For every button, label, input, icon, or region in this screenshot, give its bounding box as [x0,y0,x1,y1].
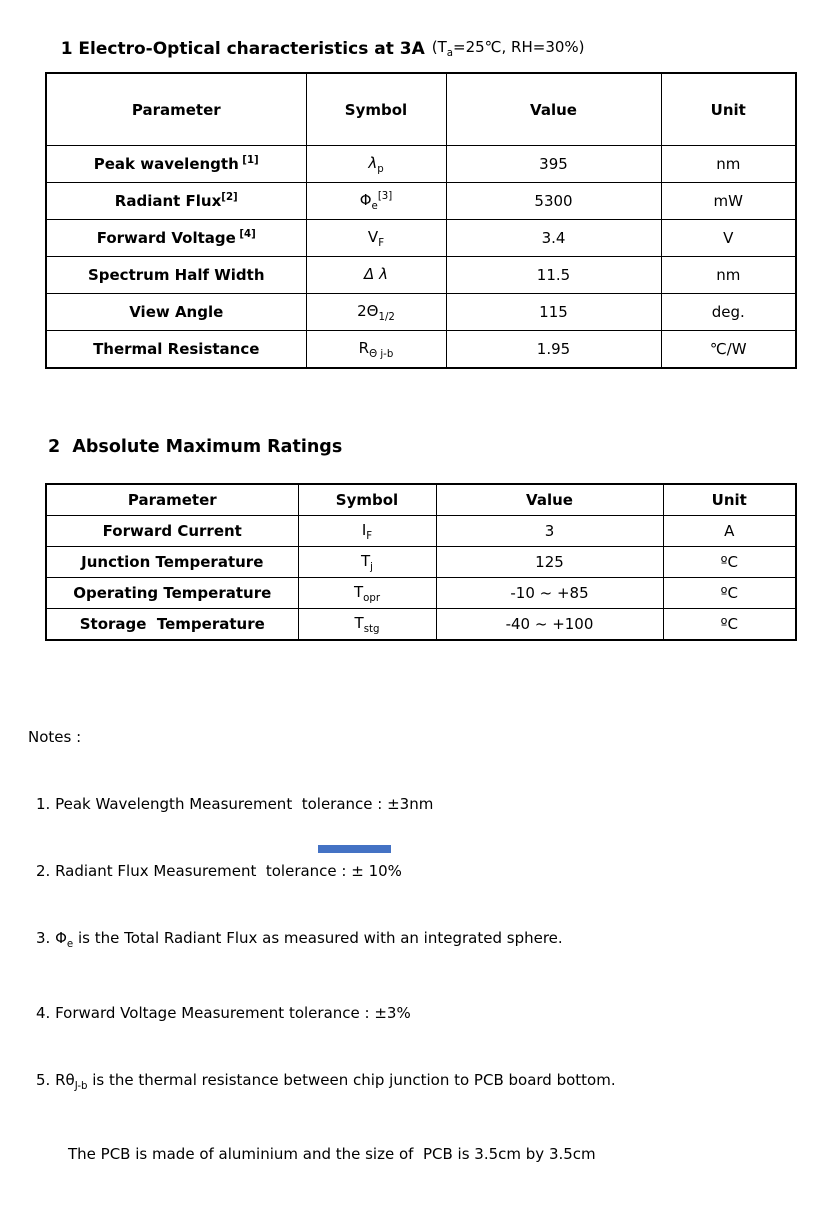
unit-cell: ºC [663,547,796,578]
value-cell: 3.4 [446,220,661,257]
electro-optical-table [45,72,797,369]
value-cell: 11.5 [446,257,661,294]
symbol-subscript: j [370,561,373,573]
note-item-5-continuation: The PCB is made of aluminium and the size of PCB is 3.5cm by 3.5cm [68,1145,596,1164]
condition-subscript: a [446,48,454,59]
value-cell: -10 ~ +85 [436,578,663,609]
table-row [46,257,796,294]
symbol-cell [306,146,446,183]
note3-subscript: e [66,939,74,951]
symbol-base: Δ λ [364,264,388,283]
table-header-row [46,484,796,516]
symbol-base: λ [368,153,378,172]
value-cell: 3 [436,516,663,547]
symbol-cell [298,578,436,609]
column-header-value: Value [446,73,661,146]
table-row [46,516,796,547]
symbol-cell [306,183,446,220]
note5-pre: 5. Rθ [36,1070,75,1089]
param-cell: Forward Current [46,516,298,547]
table-row [46,547,796,578]
symbol-cell [306,257,446,294]
unit-cell: V [661,220,796,257]
symbol-base: T [360,551,371,570]
symbol-cell [306,294,446,331]
table-row [46,609,796,641]
value-cell: 395 [446,146,661,183]
absolute-maximum-ratings-table [45,483,797,641]
note-item-5 [28,1069,616,1098]
symbol-superscript: [3] [377,190,393,202]
symbol-cell [298,547,436,578]
table-row [46,146,796,183]
symbol-cell [298,516,436,547]
param-cell [46,294,306,331]
param-label: Radiant Flux [114,192,222,210]
notes-label: Notes : [28,727,82,746]
symbol-base: R [358,338,370,357]
note5-rest: is the thermal resistance between chip junction to PCB board bottom. [87,1070,616,1089]
unit-cell: ℃/W [661,331,796,369]
param-label: Thermal Resistance [93,340,260,358]
symbol-subscript: p [377,163,384,175]
symbol-subscript: e [371,200,378,212]
condition-rest: =25℃, RH=30%) [453,38,585,56]
symbol-cell [306,331,446,369]
param-cell: Junction Temperature [46,547,298,578]
param-footnote-ref: [4] [235,229,256,240]
notes-section [28,681,616,1210]
note-item-3 [28,927,616,956]
symbol-subscript: Θ j-b [369,348,394,360]
section1-heading [37,18,585,79]
section1-title: 1 Electro-Optical characteristics at 3A [60,39,425,59]
value-cell: -40 ~ +100 [436,609,663,641]
param-cell [46,183,306,220]
symbol-base: Φ [359,190,372,209]
note5-subscript: J-b [74,1080,88,1092]
symbol-base: T [353,582,364,601]
symbol-cell [306,220,446,257]
unit-cell: A [663,516,796,547]
table-row [46,294,796,331]
value-cell: 115 [446,294,661,331]
symbol-base: 2Θ [357,301,379,320]
symbol-cell [298,609,436,641]
column-header-unit: Unit [663,484,796,516]
param-label: Peak wavelength [93,155,239,173]
column-header-value: Value [436,484,663,516]
symbol-subscript: opr [363,592,381,604]
condition-open: (T [431,38,447,56]
param-footnote-ref: [1] [238,155,259,166]
table-row [46,220,796,257]
column-header-parameter: Parameter [46,484,298,516]
param-label: Spectrum Half Width [87,266,265,284]
unit-cell: mW [661,183,796,220]
table-row [46,578,796,609]
unit-cell: deg. [661,294,796,331]
value-cell: 5300 [446,183,661,220]
param-cell: Operating Temperature [46,578,298,609]
symbol-base: V [367,227,379,246]
column-header-unit: Unit [661,73,796,146]
table-row [46,331,796,369]
symbol-subscript: 1/2 [378,311,395,323]
test-conditions [431,38,585,59]
symbol-subscript: F [378,237,385,249]
note3-pre: 3. Φ [36,929,67,948]
note-item-4: 4. Forward Voltage Measurement tolerance : ±3% [36,1003,411,1022]
note-item-1: 1. Peak Wavelength Measurement tolerance : ±3nm [36,795,434,814]
param-cell [46,331,306,369]
param-cell: Storage Temperature [46,609,298,641]
table-header-row [46,73,796,146]
symbol-subscript: F [366,530,373,542]
value-cell: 1.95 [446,331,661,369]
bottom-accent-bar [318,845,391,853]
column-header-symbol: Symbol [298,484,436,516]
symbol-base: I [361,520,367,539]
param-label: Forward Voltage [96,229,236,247]
unit-cell: nm [661,257,796,294]
value-cell: 125 [436,547,663,578]
section2-heading: 2 Absolute Maximum Ratings [48,437,343,457]
column-header-parameter: Parameter [46,73,306,146]
note3-rest: is the Total Radiant Flux as measured with an integrated sphere. [73,929,563,948]
param-cell [46,220,306,257]
unit-cell: ºC [663,578,796,609]
param-footnote-ref: [2] [221,192,238,203]
note-item-2: 2. Radiant Flux Measurement tolerance : ± 10% [36,862,402,881]
symbol-subscript: stg [363,623,380,635]
column-header-symbol: Symbol [306,73,446,146]
param-cell [46,146,306,183]
param-label: View Angle [129,303,224,321]
symbol-base: T [354,613,364,632]
unit-cell: ºC [663,609,796,641]
unit-cell: nm [661,146,796,183]
table-row [46,183,796,220]
param-cell [46,257,306,294]
